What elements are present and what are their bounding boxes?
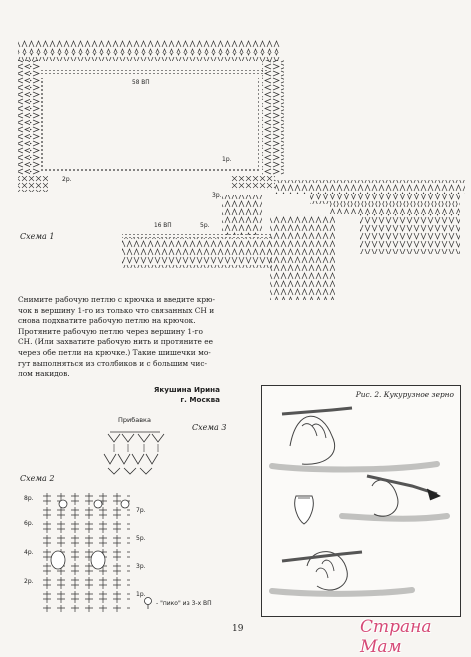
text-line: чок в вершину 1-го из только что связанных СН и <box>18 305 215 315</box>
label-58-vp: 58 ВП <box>132 80 150 86</box>
text-line: СН. (Или захватите рабочую нить и протяните ее <box>18 337 214 347</box>
figure-2-caption: Рис. 2. Кукурузное зерно <box>355 390 454 399</box>
scheme2-diagram <box>40 492 130 612</box>
picot-legend: - "пико" из 3-х ВП <box>156 600 212 607</box>
instructions-text <box>18 295 218 380</box>
label-2r: 2р. <box>62 176 72 183</box>
page-number: 19 <box>232 624 244 634</box>
scheme3-diagram <box>100 424 170 476</box>
scheme1-title: Схема 1 <box>20 232 55 241</box>
scheme2-row-5: 5р. <box>136 535 146 542</box>
picot-symbol-icon <box>142 596 154 610</box>
figure-2-box <box>261 385 461 617</box>
text-line: Протяните рабочую петлю через вершину 1-го <box>18 326 203 336</box>
author-city: г. Москва <box>180 395 220 404</box>
author-block <box>100 385 220 405</box>
scheme2-row-8: 8р. <box>24 495 34 502</box>
text-line: снова подхватите рабочую петлю на крючок. <box>18 316 196 326</box>
top-crochet-diagram <box>0 0 471 300</box>
scheme2-row-6: 6р. <box>24 520 34 527</box>
scheme2-row-3: 3р. <box>136 563 146 570</box>
scheme3-title: Схема 3 <box>192 423 227 432</box>
increase-label: Прибавка <box>118 416 151 424</box>
author-name: Якушина Ирина <box>153 385 220 394</box>
text-line: лом накидов. <box>18 369 70 379</box>
scheme2-title: Схема 2 <box>20 474 55 483</box>
text-line: гут выполняться из столбиков и с большим чис- <box>18 358 207 368</box>
site-watermark: Страна Мам <box>360 617 432 657</box>
figure-2-illustration <box>262 386 460 616</box>
label-1r: 1р. <box>222 156 232 163</box>
text-line: Снимите рабочую петлю с крючка и введите крю- <box>18 295 215 304</box>
scheme2-row-2: 2р. <box>24 578 34 585</box>
label-5r: 5р. <box>200 222 210 229</box>
label-16-vp: 16 ВП <box>154 223 172 229</box>
scheme2-row-7: 7р. <box>136 507 146 514</box>
label-3r: 3р. <box>212 192 222 199</box>
scheme2-row-1: 1р. <box>136 591 146 598</box>
text-line: через обе петли на крючке.) Такие шишечки мо- <box>18 347 211 357</box>
scheme2-row-4: 4р. <box>24 549 34 556</box>
